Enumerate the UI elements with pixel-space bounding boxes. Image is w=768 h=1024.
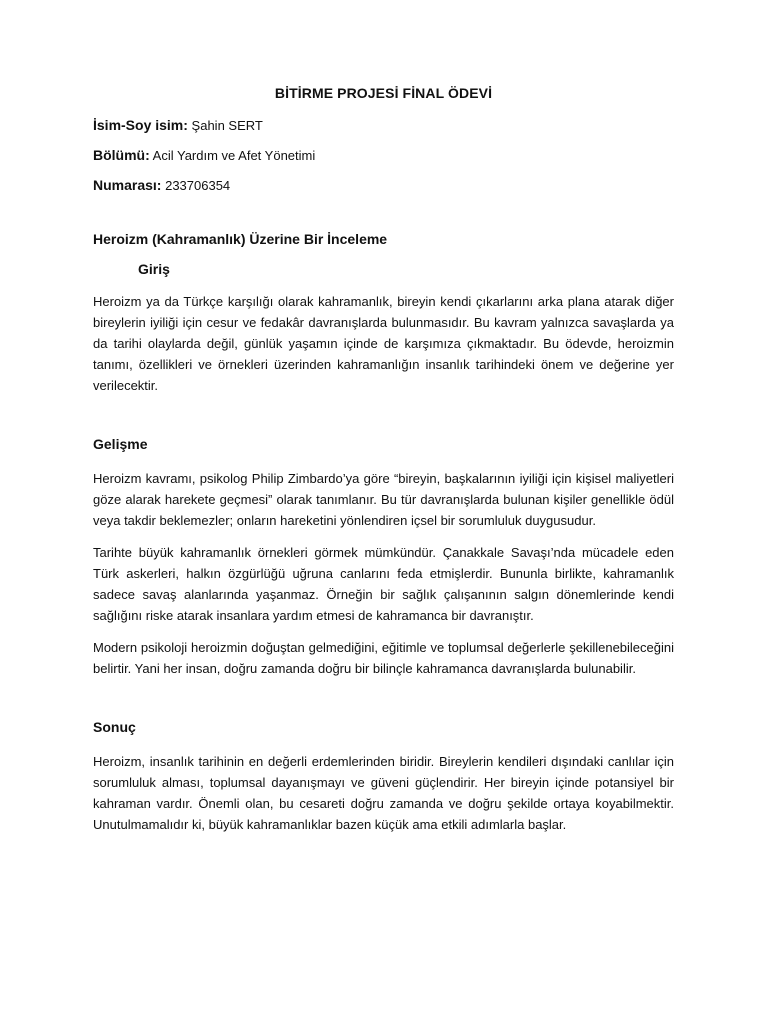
- section-spacer: [93, 407, 674, 436]
- section-spacer: [93, 690, 674, 719]
- development-heading: Gelişme: [93, 436, 148, 452]
- department-label: Bölümü:: [93, 147, 150, 163]
- student-number-label: Numarası:: [93, 177, 162, 193]
- conclusion-paragraph: Heroizm, insanlık tarihinin en değerli erdemlerinden biridir. Bireylerin kendileri dışındaki canlılar için sorumluluk alması, toplumsal dayanışmayı ve güveni güçlendirir. Her bireyin içinde potansiyel bir kahraman vardır. Önemli olan, bu cesareti doğru zamanda ve doğru şekilde ortaya koyabilmektir. Unutulmamalıdır ki, büyük kahramanlıklar bazen küçük ama etkili adımlarla başlar.: [93, 754, 674, 832]
- name-row: [93, 117, 674, 133]
- intro-paragraph: Heroizm ya da Türkçe karşılığı olarak kahramanlık, bireyin kendi çıkarlarını arka plana atarak diğer bireylerin iyiliği için cesur ve fedakâr davranışlarda bulunmasıdır. Bu kavram yalnızca savaşlarda ya da tarihi olaylarda değil, günlük yaşamın içinde de karşımıza çıkmaktadır. Bu ödevde, heroizmin tanımı, özellikleri ve örnekleri üzerinden kahramanlığın insanlık tarihindeki önem ve değerine yer verilecektir.: [93, 294, 674, 393]
- student-number-row: [93, 177, 674, 193]
- main-heading: Heroizm (Kahramanlık) Üzerine Bir İnceleme: [93, 231, 388, 247]
- development-paragraph-2: Tarihte büyük kahramanlık örnekleri görmek mümkündür. Çanakkale Savaşı’nda mücadele eden Türk askerleri, halkın özgürlüğü uğruna canlarını feda etmişlerdir. Bununla birlikte, kahramanlık sadece savaş alanlarında yaşanmaz. Örneğin bir sağlık çalışanının salgın dönemlerinde kendi sağlığını riske atarak insanlara yardım etmesi de kahramanca bir davranıştır.: [93, 545, 674, 623]
- name-value: Şahin SERT: [191, 118, 263, 133]
- conclusion-heading: Sonuç: [93, 719, 136, 735]
- development-paragraph-3: Modern psikoloji heroizmin doğuştan gelmediğini, eğitimle ve toplumsal değerlerle şekillenebileceğini belirtir. Yani her insan, doğru zamanda doğru bir bilinçle kahramanca davranışlarda bulunabilir.: [93, 640, 674, 676]
- student-number-value: 233706354: [165, 178, 231, 193]
- development-paragraph-1: Heroizm kavramı, psikolog Philip Zimbardo’ya göre “bireyin, başkalarının iyiliği için kişisel maliyetleri göze alarak harekete geçmesi” olarak tanımlanır. Bu tür davranışlarda bulunan kişiler genellikle ödül veya takdir beklemezler; onların hareketini yönlendiren içsel bir sorumluluk duygusudur.: [93, 471, 674, 528]
- department-value: Acil Yardım ve Afet Yönetimi: [152, 148, 316, 163]
- department-row: [93, 147, 674, 163]
- intro-heading: Giriş: [138, 261, 170, 277]
- document-title: BİTİRME PROJESİ FİNAL ÖDEVİ: [274, 85, 493, 101]
- name-label: İsim-Soy isim:: [93, 117, 188, 133]
